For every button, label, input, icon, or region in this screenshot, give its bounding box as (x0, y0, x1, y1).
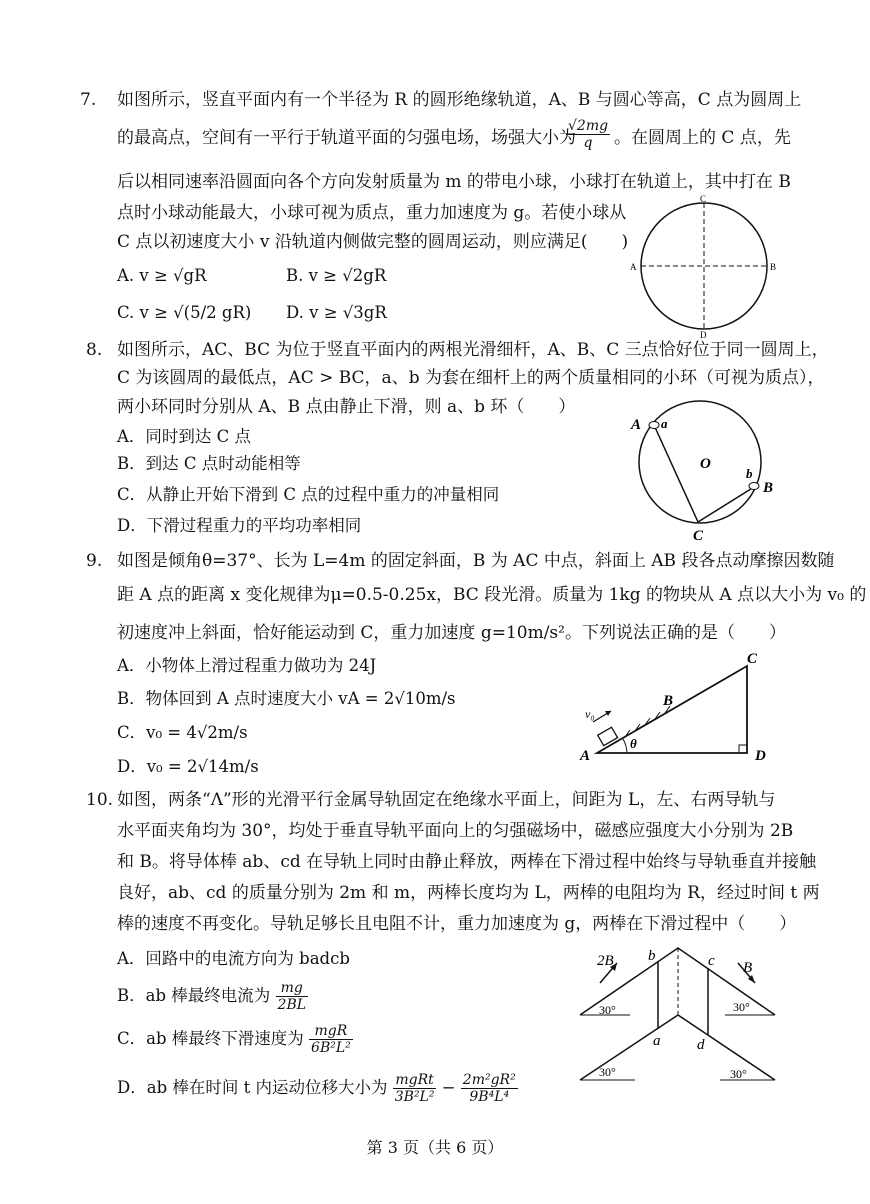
q10-option-b-fraction (276, 980, 309, 1013)
q10-option-a[interactable]: A．回路中的电流方向为 badcb (117, 949, 350, 968)
q10-angle-top-right: 30° (733, 1000, 750, 1014)
q10-angle-top-left: 30° (599, 1003, 616, 1017)
q10-option-d-num2: 2m²gR² (462, 1072, 516, 1088)
q8-line-3: 两小环同时分别从 A、B 点由静止下滑，则 a、b 环（ ） (117, 397, 576, 417)
q10-option-d-den2: 9B⁴L⁴ (469, 1089, 510, 1105)
q10-option-b[interactable] (117, 980, 308, 1013)
q7-circle-figure (620, 193, 790, 338)
q10-option-c-text: C．ab 棒最终下滑速度为 (117, 1029, 304, 1048)
q9-option-d[interactable]: D．v₀ = 2√14m/s (117, 757, 259, 776)
q10-option-c-num: mgR (309, 1023, 353, 1040)
q8-option-d[interactable]: D．下滑过程重力的平均功率相同 (117, 516, 362, 535)
q10-label-a: a (653, 1033, 661, 1049)
q8-line-2: C 为该圆周的最低点，AC > BC，a、b 为套在细杆上的两个质量相同的小环（可视为质点）， (117, 368, 825, 388)
q9-incline-figure (575, 648, 795, 773)
q10-option-d-num1: mgRt (393, 1072, 437, 1089)
q10-option-b-num: mg (276, 980, 309, 997)
q10-option-b-text: B．ab 棒最终电流为 (117, 986, 271, 1005)
q10-line-3: 和 B。将导体棒 ab、cd 在导轨上同时由静止释放，两棒在下滑过程中始终与导轨垂直并接触 (117, 852, 817, 872)
q8-label-C: C (693, 528, 704, 544)
q7-option-a[interactable]: A. v ≥ √gR (117, 266, 207, 285)
q7-line-2: 的最高点，空间有一平行于轨道平面的匀强电场，场强大小为 (117, 128, 576, 148)
q9-option-a[interactable]: A．小物体上滑过程重力做功为 24J (117, 656, 377, 675)
q10-label-b: b (648, 948, 656, 964)
q8-option-a[interactable]: A．同时到达 C 点 (117, 427, 252, 446)
q10-label-d: d (697, 1037, 705, 1053)
q7-line-3: 。在圆周上的 C 点，先 (614, 128, 791, 148)
q8-option-c[interactable]: C．从静止开始下滑到 C 点的过程中重力的冲量相同 (117, 485, 500, 504)
q10-label-B: B (743, 960, 753, 976)
q8-label-a: a (661, 416, 668, 431)
page-footer: 第 3 页（共 6 页） (366, 1138, 504, 1157)
q8-label-A: A (631, 417, 642, 433)
q8-ring-b (749, 483, 759, 490)
q10-line-1: 如图，两条“Λ”形的光滑平行金属导轨固定在绝缘水平面上，间距为 L，左、右两导轨与 (117, 790, 776, 810)
q10-angle-bottom-left: 30° (599, 1065, 616, 1079)
q9-label-A: A (580, 748, 591, 764)
q10-line-5: 棒的速度不再变化。导轨足够长且电阻不计，重力加速度为 g，两棒在下滑过程中（ ） (117, 914, 797, 934)
q7-label-d: D (700, 330, 707, 338)
q7-option-c[interactable]: C. v ≥ √(5/2 gR) (117, 303, 252, 322)
q7-line-1: 如图所示，竖直平面内有一个半径为 R 的圆形绝缘轨道，A、B 与圆心等高，C 点为圆周上 (117, 90, 802, 110)
q10-option-d[interactable] (117, 1072, 518, 1105)
q9-label-D: D (755, 748, 766, 764)
q10-label-2B: 2B (597, 953, 614, 969)
q10-option-c[interactable] (117, 1023, 353, 1056)
q10-option-d-fraction-1 (393, 1072, 437, 1105)
q9-line-1: 如图是倾角θ=37°、长为 L=4m 的固定斜面，B 为 AC 中点，斜面上 AB 段各点动摩擦因数随 (117, 551, 835, 571)
q8-option-b[interactable]: B．到达 C 点时动能相等 (117, 454, 301, 473)
q9-label-v0: v₀ (585, 707, 595, 721)
q7-field-fraction (566, 118, 610, 151)
q8-label-B: B (763, 480, 774, 496)
q8-label-b: b (746, 466, 753, 481)
q10-line-4: 良好，ab、cd 的质量分别为 2m 和 m，两棒长度均为 L，两棒的电阻均为 R，经过时间 t 两 (117, 883, 820, 903)
q10-angle-bottom-right: 30° (730, 1067, 747, 1081)
q8-rod-ac (654, 425, 698, 522)
q7-line-5: 点时小球动能最大，小球可视为质点，重力加速度为 g。若使小球从 (117, 203, 627, 223)
q10-option-c-fraction (309, 1023, 353, 1056)
q10-number: 10. (86, 790, 114, 810)
q9-option-c[interactable]: C．v₀ = 4√2m/s (117, 723, 248, 742)
q10-option-c-den: 6B²L² (311, 1040, 351, 1056)
q7-option-d[interactable]: D. v ≥ √3gR (286, 303, 387, 322)
q10-label-c: c (708, 953, 715, 969)
q10-line-2: 水平面夹角均为 30°，均处于垂直导轨平面向上的匀强磁场中，磁感应强度大小分别为 2B (117, 821, 794, 841)
q7-label-b: B (770, 262, 777, 272)
q8-line-1: 如图所示，AC、BC 为位于竖直平面内的两根光滑细杆，A、B、C 三点恰好位于同一圆周上， (117, 340, 829, 360)
q9-number: 9. (86, 551, 103, 571)
q8-circle-figure (626, 400, 786, 545)
q10-option-d-fraction-2 (461, 1072, 518, 1105)
q7-line-4: 后以相同速率沿圆面向各个方向发射质量为 m 的带电小球，小球打在轨道上，其中打在 B (117, 172, 791, 192)
q7-label-c: C (700, 194, 707, 204)
q8-number: 8. (86, 340, 103, 360)
q9-label-B: B (663, 693, 674, 709)
q7-label-a: A (630, 262, 637, 272)
q10-option-d-den1: 3B²L² (394, 1089, 435, 1105)
q7-option-b[interactable]: B. v ≥ √2gR (286, 266, 387, 285)
q7-number: 7. (80, 90, 97, 110)
q8-label-O: O (700, 456, 711, 472)
q7-field-num: √2mg (568, 118, 609, 134)
q9-line-3: 初速度冲上斜面，恰好能运动到 C，重力加速度 g=10m/s²。下列说法正确的是（ ） (117, 623, 786, 643)
q9-line-2: 距 A 点的距离 x 变化规律为μ=0.5-0.25x，BC 段光滑。质量为 1kg 的物块从 A 点以大小为 v₀ 的 (117, 585, 867, 605)
q9-triangle (597, 666, 747, 753)
q9-label-theta: θ (630, 736, 637, 751)
q7-field-den: q (583, 135, 593, 151)
q10-option-d-minus: − (441, 1078, 456, 1097)
q7-line-6: C 点以初速度大小 v 沿轨道内侧做完整的圆周运动，则应满足( ) (117, 232, 629, 252)
q10-rail-figure (575, 943, 795, 1088)
q10-option-b-den: 2BL (277, 997, 307, 1013)
q9-label-C: C (747, 651, 758, 667)
q9-right-angle (739, 745, 747, 753)
q8-ring-a (649, 422, 659, 429)
q10-option-d-text: D．ab 棒在时间 t 内运动位移大小为 (117, 1078, 388, 1097)
q9-angle-arc (623, 739, 627, 753)
q9-option-b[interactable]: B．物体回到 A 点时速度大小 vA = 2√10m/s (117, 689, 456, 708)
